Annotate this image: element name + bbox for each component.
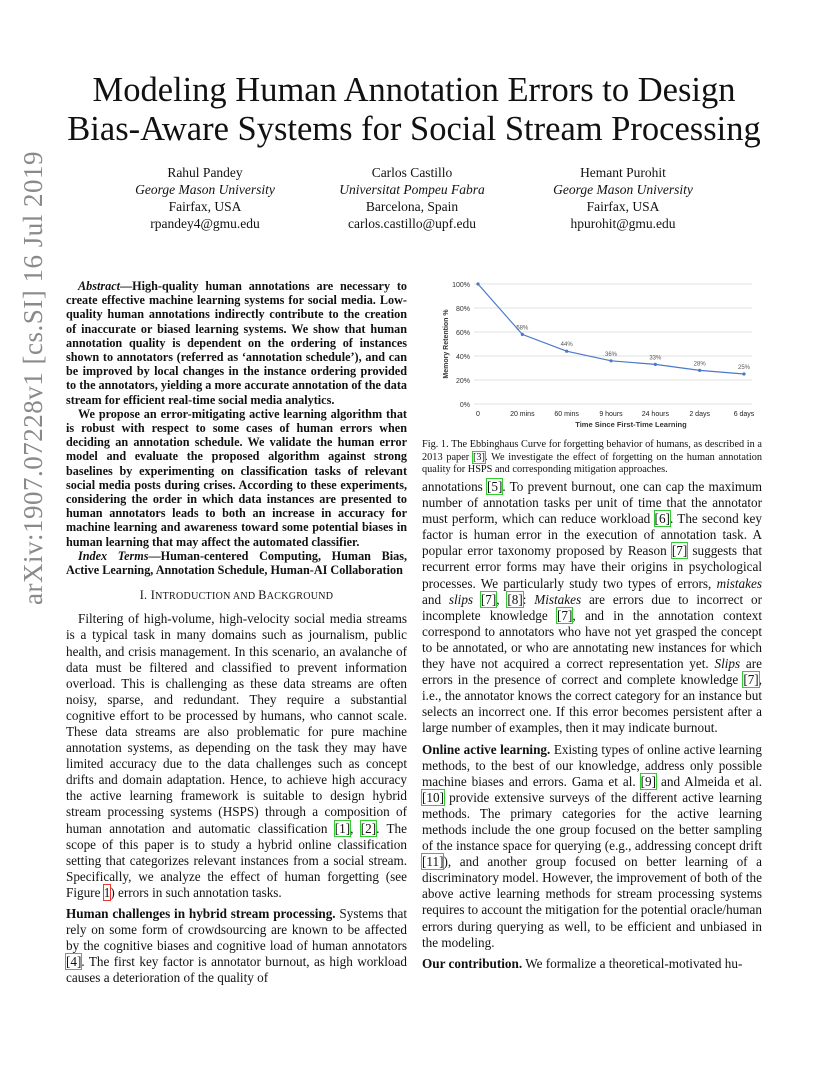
- citation-link[interactable]: [7]: [480, 591, 497, 607]
- citation-link[interactable]: [7]: [671, 543, 688, 559]
- author-location: Fairfax, USA: [586, 199, 660, 214]
- paragraph-heading: Our contribution.: [422, 955, 523, 971]
- author-name: Rahul Pandey: [167, 165, 243, 180]
- author-1: [85, 164, 325, 232]
- citation-link[interactable]: [8]: [507, 591, 523, 607]
- author-location: Fairfax, USA: [168, 199, 242, 214]
- author-email[interactable]: carlos.castillo@upf.edu: [348, 216, 476, 231]
- author-location: Barcelona, Spain: [365, 199, 459, 214]
- citation-link[interactable]: [7]: [743, 672, 759, 688]
- data-label: 44%: [560, 342, 573, 349]
- y-axis-label: Memory Retention %: [443, 309, 450, 379]
- citation-link[interactable]: [5]: [487, 479, 503, 494]
- author-affiliation: Universitat Pompeu Fabra: [339, 182, 485, 197]
- human-challenges-paragraph: Human challenges in hybrid stream processing. Systems that rely on some form of crowdsourcing are known to be affected by the cognitive biases and cognitive load of human annotators [4]. The first key factor is annotator burnout, as high workload causes a deterioration of the quality of: [66, 906, 408, 986]
- paragraph-heading: Human challenges in hybrid stream processing.: [66, 906, 336, 922]
- contribution-paragraph: Our contribution. We formalize a theoretical-motivated hu-: [422, 955, 743, 971]
- y-tick-label: 100%: [452, 282, 470, 289]
- y-tick-label: 40%: [455, 354, 470, 361]
- paper-title-line2: Bias-Aware Systems for Social Stream Processing: [67, 110, 761, 148]
- citation-link[interactable]: [7]: [557, 607, 573, 623]
- y-tick-label: 60%: [455, 330, 470, 337]
- citation-link[interactable]: [11]: [422, 854, 444, 870]
- figure-caption: Fig. 1. The Ebbinghaus Curve for forgetting behavior of humans, as described in a 2013 paper [3]. We investigate the effect of forgetting on the human annotation quality for HSPS and corresponding mitigation approaches.: [422, 439, 763, 476]
- author-email[interactable]: hpurohit@gmu.edu: [570, 216, 676, 231]
- citation-link[interactable]: [10]: [422, 789, 444, 805]
- citation-link[interactable]: [6]: [654, 511, 670, 527]
- data-label: 36%: [604, 351, 618, 358]
- citation-link[interactable]: [9]: [640, 773, 657, 789]
- data-label: 28%: [693, 361, 706, 368]
- online-active-learning-paragraph: Online active learning. Existing types of online active learning methods, to the best of our knowledge, address only possible machine biases and errors. Gama et al. [9] and Almeida et al. [10] provide extensive surveys of the different active learning methods. The primary categories for the active learning methods include the one group focused on the better sampling of the instance space for querying (e.g., addressing concept drift [11]), and another group focused on better learning of a discriminatory model. However, the improvement of both of the above active learning methods for stream processing systems requires to account the mitigation for the potential oracle/human errors during querying as well, to be efficient and unbiased in the modeling.: [422, 741, 762, 950]
- data-point: [654, 363, 657, 366]
- author-2: [292, 164, 532, 232]
- data-label: 58%: [516, 325, 529, 332]
- index-terms: Index Terms—Human-centered Computing, Human Bias, Active Learning, Annotation Schedule, Human-AI Collaboration: [66, 548, 407, 578]
- x-axis-label: Time Since First-Time Learning: [575, 420, 687, 429]
- chart-svg: [422, 274, 762, 436]
- data-point: [698, 369, 701, 372]
- right-column: [422, 479, 762, 972]
- abstract-label: Abstract: [78, 279, 120, 293]
- data-label: 33%: [649, 355, 662, 362]
- index-terms-label: Index Terms: [78, 548, 149, 563]
- data-point: [521, 333, 524, 336]
- figure-link[interactable]: 1: [103, 884, 111, 900]
- data-point: [476, 282, 479, 285]
- paragraph-heading: Online active learning.: [422, 741, 551, 757]
- author-name: Carlos Castillo: [371, 165, 453, 180]
- x-tick-label: 60 mins: [554, 411, 579, 418]
- y-tick-label: 20%: [455, 378, 470, 385]
- section-heading: I. INTRODUCTION AND BACKGROUND: [139, 588, 334, 603]
- right-paragraph: annotations [5]. To prevent burnout, one can cap the maximum number of annotation tasks per unit of time that the annotator must perform, which can reduce workload [6]. The second key factor is human error in the execution of annotation task. A popular error taxonomy proposed by Reason [7] suggests that recurrent error forms may have their origins in psychological processes. We particularly study two types of errors, mistakes and slips [7], [8]: Mistakes are errors due to incorrect or incomplete knowledge [7], and in the annotation context correspond to annotators who have not yet grasped the concept to be annotated, or who are annotating new instances for which they have not acquired a correct representation yet. Slips are errors in the presence of correct and complete knowledge [7], i.e., the annotator knows the correct category for an instance but selects an incorrect one. If this error becomes persistent after a large number of examples, then it may indicate burnout.: [422, 479, 762, 736]
- data-point: [742, 372, 745, 375]
- x-tick-label: 20 mins: [510, 411, 535, 418]
- paper-title-line1: Modeling Human Annotation Errors to Design: [92, 71, 736, 109]
- intro-paragraph: Filtering of high-volume, high-velocity social media streams is a typical task in many domains such as journalism, public health, and crisis management. In this scenario, an avalanche of data must be filtered and classified to prevent information overload. This is challenging as these data streams are often noisy, sparse, and redundant. They require a substantial cognitive effort to be processed by humans, who cannot scale. These data streams are also problematic for pure machine annotation systems, as depending on the task they may have limited accuracy due to the data challenges such as concept drifts and domain adaptation. Hence, to achieve high accuracy the active learning framework is suitable to design hybrid stream processing systems (HSPS) through a composition of human annotation and automatic classification [1], [2]. The scope of this paper is to study a hybrid online classification setting that categorizes relevant instances from a social stream. Specifically, we analyze the effect of human forgetting (see Figure 1) errors in such annotation tasks.: [66, 611, 407, 900]
- abstract-paragraph-2: We propose an error-mitigating active learning algorithm that is robust with respect to some cases of human errors when deciding an annotation schedule. We validate the human error model and evaluate the proposed algorithm against strong baselines by experimenting on classification tasks of relevant social media posts during crises. According to these experiments, considering the order in which data instances are presented to human annotators leads to both an increase in accuracy for machine learning and awareness toward some potential biases in human learning that may affect the automated classifier.: [66, 406, 407, 549]
- x-tick-label: 2 days: [689, 411, 710, 418]
- x-tick-label: 0: [476, 411, 480, 418]
- author-affiliation: George Mason University: [553, 182, 693, 197]
- x-tick-label: 24 hours: [641, 411, 669, 418]
- left-column: [66, 279, 407, 987]
- abstract-paragraph: Abstract—High-quality human annotations are necessary to create effective machine learning systems for social media. Low-quality human annotations indirectly contribute to the creation of inaccurate or biased learning systems. We show that human annotation quality is dependent on the ordering of instances shown to annotators (referred as ‘annotation schedule’), and can be improved by local changes in the instance ordering provided to the annotators, yielding a more accurate annotation of the data stream for efficient real-time social media analytics.: [66, 279, 407, 407]
- y-tick-label: 0%: [459, 402, 470, 409]
- author-email[interactable]: rpandey4@gmu.edu: [150, 216, 260, 231]
- y-tick-label: 80%: [455, 306, 470, 313]
- author-3: [503, 164, 743, 232]
- citation-link[interactable]: [4]: [66, 954, 82, 970]
- author-name: Hemant Purohit: [580, 165, 666, 180]
- arxiv-identifier: arXiv:1907.07228v1 [cs.SI] 16 Jul 2019: [18, 151, 48, 605]
- data-point: [609, 359, 612, 362]
- citation-link[interactable]: [1]: [334, 820, 351, 836]
- data-label: 25%: [737, 365, 751, 371]
- x-tick-label: 6 days: [733, 411, 755, 418]
- x-tick-label: 9 hours: [599, 411, 623, 418]
- author-affiliation: George Mason University: [135, 182, 275, 197]
- citation-link[interactable]: [3]: [472, 451, 485, 463]
- data-point: [565, 350, 568, 353]
- ebbinghaus-chart: [422, 274, 762, 436]
- citation-link[interactable]: [2]: [360, 820, 377, 836]
